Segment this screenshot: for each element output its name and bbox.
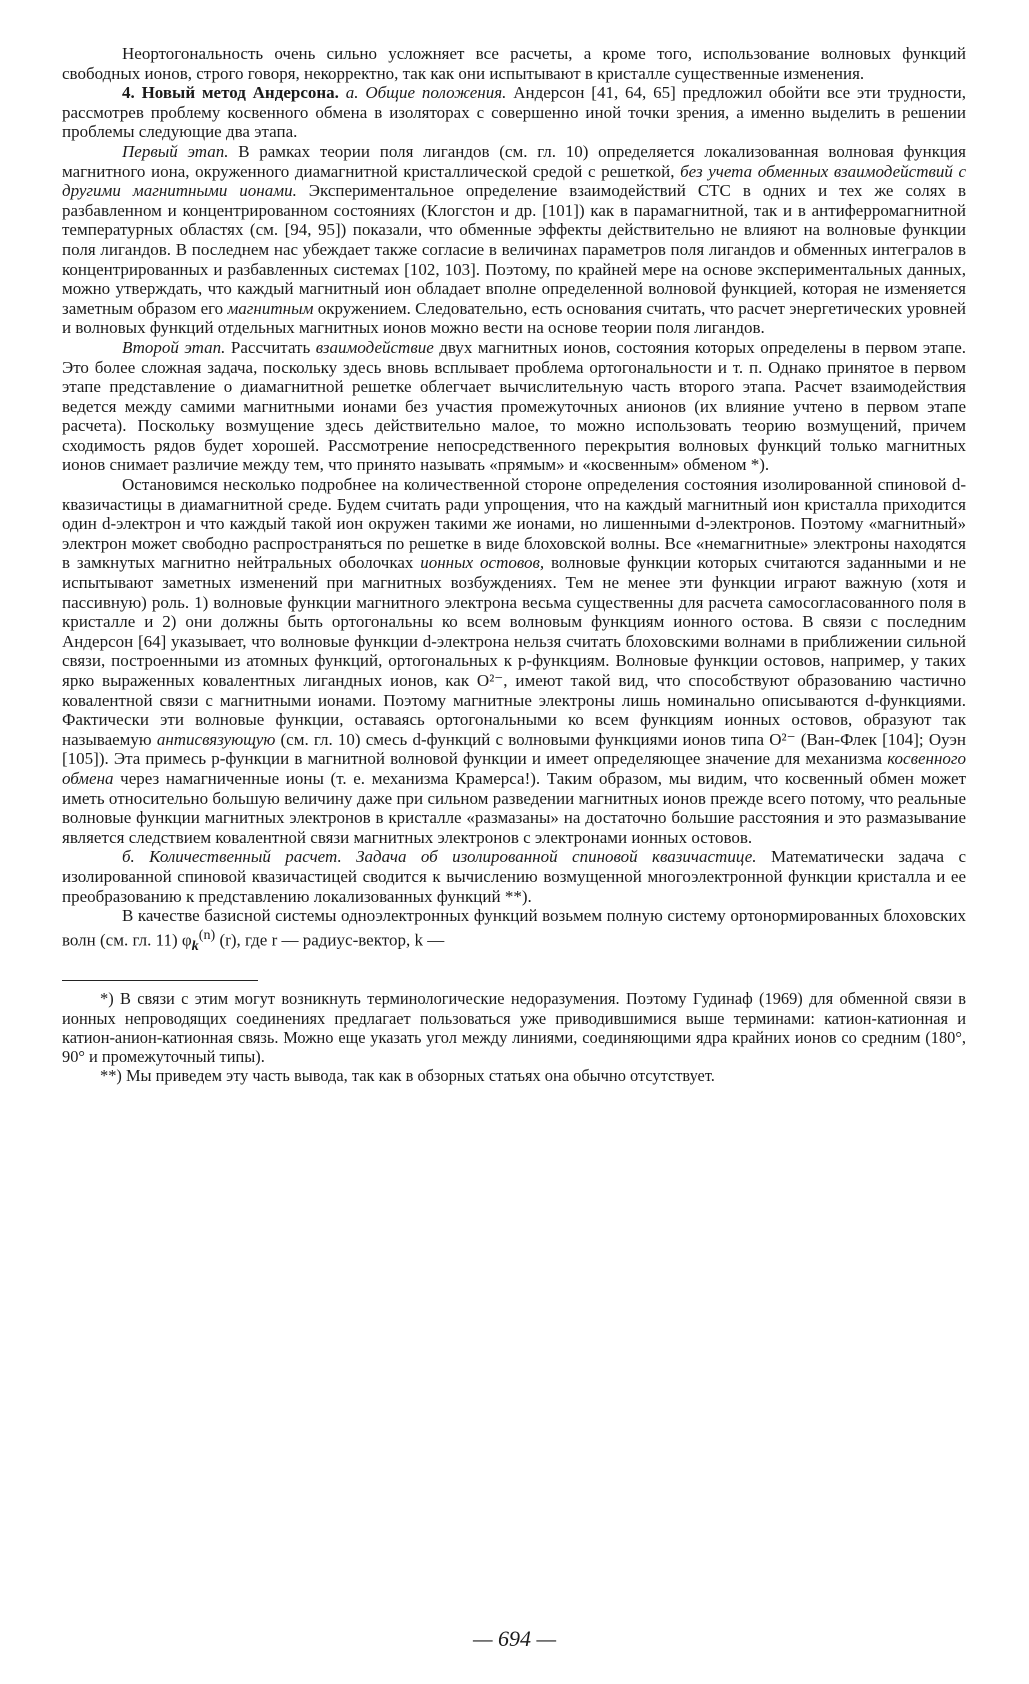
paragraph-5-text-g: через намагниченные ионы (т. е. механизма Крамерса!). Таким образом, мы видим, что косвенный обмен может иметь относительно большую величину даже при сильном разведении магнитных ионов прежде всего потому, что реальные волновые функции магнитных электронов в кристалле «размазаны» на достаточно большие расстояния и это размазывание является следствием ковалентной связи магнитных электронов с электронами ионных остовов.: [62, 768, 967, 847]
formula-superscript: (n): [198, 926, 216, 943]
paragraph-4-text-c: двух магнитных ионов, состояния которых определены в первом этапе. Это более сложная задача, поскольку здесь вновь всплывает проблема ортогональности и т. п. Однако принятое в первом этапе представление о диамагнитной решетке облегчает вычислительную часть второго этапа. Расчет взаимодействия ведется между самими магнитными ионами без участия промежуточных анионов (их влияние учтено в первом этапе расчета). Поскольку возмущение здесь действительно малое, то можно использовать теорию возмущений, причем сходимость рядов будет хорошей. Рассмотрение непосредственного перекрытия волновых функций только магнитных ионов снимает различие между тем, что принято называть «прямым» и «косвенным» обменом *).: [62, 337, 967, 475]
paragraph-3-text-c: Экспериментальное определение взаимодействий СТС в одних и тех же солях в разбавленном и концентрированном состояниях (Клогстон и др. [101]) как в парамагнитной, так и в антиферромагнитной температурных областях (см. [94, 95]) показали, что обменные эффекты действительно не влияют на волновые функции поля лигандов. В последнем нас убеждает также согласие в величинах параметров поля лигандов и обменных интегралов в концентрированных и разбавленных системах [102, 103]. Поэтому, по крайней мере на основе экспериментальных данных, можно утверждать, что каждый магнитный ион обладает вполне определенной волновой функцией, которая не изменяется заметным образом его: [62, 181, 966, 318]
paragraph-5-text-c: волновые функции которых считаются заданными и не испытывают заметных изменений при магнитных возбуждениях. Тем не менее эти функции играют важную (хотя и пассивную) роль. 1) волновые функции магнитного электрона весьма существенны для расчета самосогласованного поля в кристалле и 2) они должны быть ортогональны ко всем волновым функциям ионного остова. В связи с последним Андерсон [64] указывает, что волновые функции d-электрона нельзя считать блоховскими волнами в приближении сильной связи, построенными из атомных функций, ортогональных к p-функциям. Волновые функции остовов, например, у таких ярко выраженных ковалентных лигандных ионов, как O²⁻, имеют такой вид, что способствуют образованию частично ковалентной связи с магнитными ионами. Поэтому магнитные электроны лишь номинально описываются d-функциями. Фактически эти волновые функции, оставаясь ортогональными ко всем функциям ионных остовов, образуют так называемую: [62, 553, 967, 749]
page-body: [62, 44, 966, 1085]
page-number: — 694 —: [472, 1626, 557, 1651]
stage-2-heading: Второй этап.: [122, 337, 226, 357]
paragraph-7: [62, 906, 966, 956]
paragraph-7-text-a: В качестве базисной системы одноэлектронных функций возьмем полную систему ортонормированных блоховских волн (см. гл. 11) φ: [62, 906, 966, 950]
paragraph-3: [62, 142, 966, 338]
paragraph-5-text-e: (см. гл. 10) смесь d-функций с волновыми функциями ионов типа O²⁻ (Ван-Флек [104]; Оуэн [105]). Эта примесь p-функции в магнитной волновой функции и имеет определяющее значение для механизма: [62, 729, 966, 769]
paragraph-3-text-e: окружением. Следовательно, есть основания считать, что расчет энергетических уровней и волновых функций отдельных магнитных ионов можно вести на основе теории поля лигандов.: [62, 298, 966, 338]
paragraph-2-text: Андерсон [41, 64, 65] предложил обойти все эти трудности, рассмотрев проблему косвенного обмена в изоляторах с совершенно иной точки зрения, а именно выделить в решении проблемы следующие два этапа.: [62, 83, 967, 142]
footnote-divider: [62, 980, 258, 981]
subsection-heading: а. Общие положения.: [345, 83, 507, 103]
paragraph-4-italic-b: взаимодействие: [315, 337, 434, 357]
paragraph-5-text-a: Остановимся несколько подробнее на количественной стороне определения состояния изолированной спиновой d-квазичастицы в диамагнитной среде. Будем считать ради упрощения, что на каждый магнитный ион кристалла приходится один d-электрон и что каждый такой ион окружен такими же ионами, но лишенными d-электронов. Поэтому «магнитный» электрон может свободно распространяться по решетке в виде блоховской волны. Все «немагнитные» электроны находятся в замкнутых магнитно нейтральных оболочках: [62, 475, 966, 573]
footnotes: [62, 989, 966, 1085]
footnote-2: **) Мы приведем эту часть вывода, так как в обзорных статьях она обычно отсутствует.: [100, 1066, 715, 1086]
paragraph-7-text-b: (r), где r — радиус-вектор, k —: [219, 930, 445, 950]
paragraph-5: [62, 475, 966, 847]
paragraph-1: Неортогональность очень сильно усложняет все расчеты, а кроме того, использование волновых функций свободных ионов, строго говоря, некорректно, так как они испытывают в кристалле существенные изменения.: [62, 44, 966, 83]
subsection-b-heading: б. Количественный расчет. Задача об изолированной спиновой квазичастице.: [122, 847, 757, 867]
paragraph-3-italic-d: магнитным: [227, 298, 314, 318]
paragraph-3-italic-b: без учета обменных взаимодействий с другими магнитными ионами.: [62, 161, 967, 201]
paragraph-4-text-a: Рассчитать: [230, 337, 311, 357]
paragraph-2: [62, 83, 966, 142]
footnote-1: *) В связи с этим могут возникнуть терминологические недоразумения. Поэтому Гудинаф (1969) для обменной связи в ионных непроводящих соединениях предлагает пользоваться уже приводившимися выше терминами: катион-катионная и катион-анион-катионная связь. Можно еще указать угол между линиями, соединяющими ядра крайних ионов со средним (180°, 90° и промежуточный типы).: [62, 989, 966, 1066]
paragraph-4: [62, 338, 966, 475]
paragraph-5-italic-d: антисвязующую: [156, 729, 276, 749]
paragraph-6: [62, 847, 966, 906]
formula-subscript: k: [191, 937, 199, 954]
paragraph-3-text-a: В рамках теории поля лигандов (см. гл. 10) определяется локализованная волновая функция магнитного иона, окруженного диамагнитной кристаллической средой с решеткой,: [62, 141, 966, 181]
stage-1-heading: Первый этап.: [122, 141, 229, 161]
paragraph-5-italic-b: ионных остовов,: [420, 553, 545, 573]
paragraph-5-italic-f: косвенного обмена: [62, 749, 967, 788]
section-heading: 4. Новый метод Андерсона.: [122, 83, 339, 103]
paragraph-6-text: Математически задача с изолированной спиновой квазичастицей сводится к вычислению возмущенной многоэлектронной функции кристалла и ее преобразованию к представлению локализованных функций **).: [62, 847, 967, 906]
